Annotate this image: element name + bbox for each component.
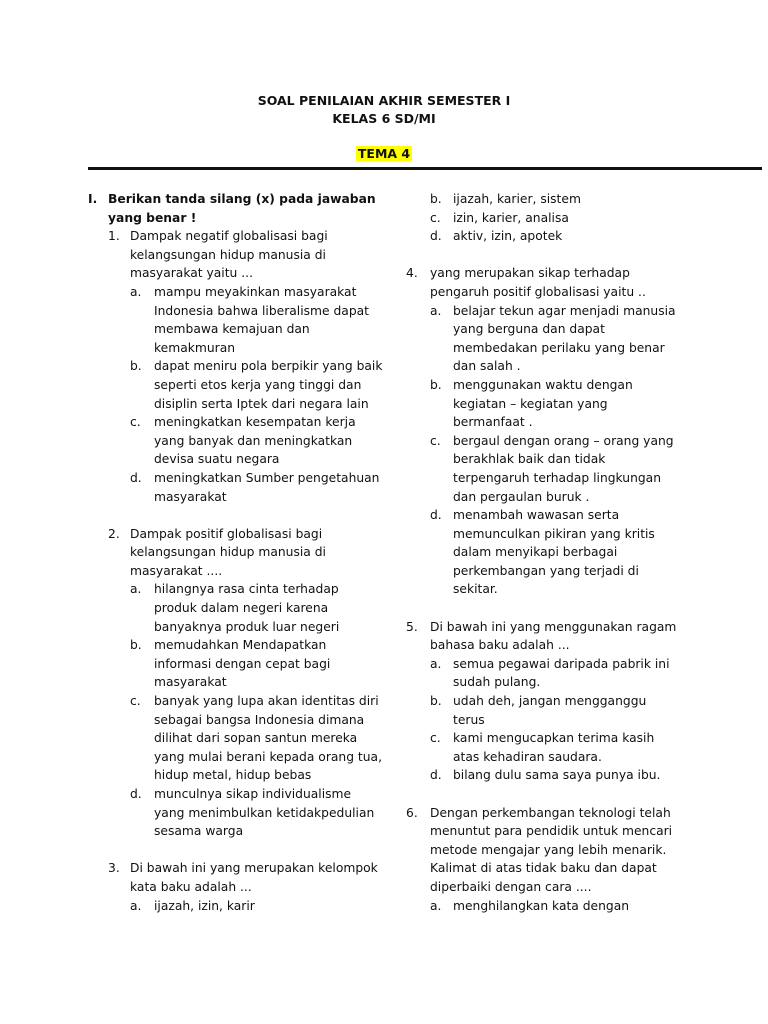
option-line: masyarakat <box>154 675 227 690</box>
option-letter: c. <box>430 731 441 746</box>
section-number: I. <box>88 192 98 206</box>
option-line: masyarakat <box>154 489 227 504</box>
option-line: udah deh, jangan mengganggu <box>453 694 647 709</box>
option-line: dapat meniru pola berpikir yang baik <box>154 359 383 374</box>
option-d[interactable] <box>406 227 706 246</box>
option-line: berakhlak baik dan tidak <box>453 452 606 467</box>
option-letter: c. <box>430 433 441 448</box>
option-letter: a. <box>430 303 442 318</box>
option-d[interactable] <box>406 766 706 785</box>
option-letter: b. <box>130 359 142 374</box>
theme-wrap <box>0 143 768 163</box>
option-line: memunculkan pikiran yang kritis <box>453 526 655 541</box>
option-line: menggunakan waktu dengan <box>453 377 633 392</box>
left-column <box>88 190 388 915</box>
option-line: hilangnya rasa cinta terhadap <box>154 582 339 597</box>
option-letter: d. <box>130 787 142 801</box>
spacer <box>88 841 388 860</box>
option-line: perkembangan yang terjadi di <box>453 563 639 578</box>
option-line: bergaul dengan orang – orang yang <box>453 433 674 448</box>
question-line: kelangsungan hidup manusia di <box>130 247 326 262</box>
option-letter: b. <box>430 694 442 709</box>
option-line: aktiv, izin, apotek <box>453 229 563 244</box>
option-letter: d. <box>430 768 442 783</box>
option-letter: a. <box>430 656 442 671</box>
option-line: yang berguna dan dapat <box>453 322 605 337</box>
option-line: meningkatkan kesempatan kerja <box>154 415 356 430</box>
option-line: dilihat dari sopan santun mereka <box>154 731 358 746</box>
option-letter: c. <box>130 694 141 709</box>
question-number: 1. <box>108 229 120 244</box>
theme-label: TEMA 4 <box>357 146 411 161</box>
option-letter: a. <box>130 284 142 299</box>
question-line: Dengan perkembangan teknologi telah <box>430 805 671 820</box>
option-line: kegiatan – kegiatan yang <box>453 396 608 411</box>
option-a[interactable] <box>406 897 706 916</box>
question-number: 5. <box>406 619 418 634</box>
option-line: mampu meyakinkan masyarakat <box>154 284 357 299</box>
question-line: kelangsungan hidup manusia di <box>130 545 326 560</box>
question-line: masyarakat .... <box>130 563 223 578</box>
option-letter: a. <box>130 898 142 913</box>
option-c[interactable] <box>406 729 706 766</box>
option-d[interactable] <box>406 506 706 599</box>
option-line: seperti etos kerja yang tinggi dan <box>154 377 362 392</box>
option-line: dalam menyikapi berbagai <box>453 545 618 560</box>
option-line: meningkatkan Sumber pengetahuan <box>154 470 380 485</box>
option-letter: c. <box>430 210 441 225</box>
option-line: yang mulai berani kepada orang tua, <box>154 749 382 764</box>
option-line: produk dalam negeri karena <box>154 601 329 616</box>
option-b[interactable] <box>88 357 388 413</box>
option-line: semua pegawai daripada pabrik ini <box>453 656 670 671</box>
question-6 <box>406 804 706 897</box>
question-number: 2. <box>108 526 120 541</box>
option-line: informasi dengan cepat bagi <box>154 656 331 671</box>
option-line: menghilangkan kata dengan <box>453 898 630 913</box>
exam-class: KELAS 6 SD/MI <box>332 111 436 126</box>
question-line: masyarakat yaitu ... <box>130 266 253 281</box>
option-line: yang banyak dan meningkatkan <box>154 433 353 448</box>
option-line: banyak yang lupa akan identitas diri <box>154 694 379 709</box>
option-b[interactable] <box>406 692 706 729</box>
option-line: munculnya sikap individualisme <box>154 787 352 801</box>
option-letter: a. <box>130 582 142 597</box>
question-number: 3. <box>108 861 120 876</box>
option-line: bilang dulu sama saya punya ibu. <box>453 768 661 783</box>
question-2 <box>88 525 388 581</box>
spacer <box>88 506 388 525</box>
option-line: kami mengucapkan terima kasih <box>453 731 655 746</box>
option-line: disiplin serta Iptek dari negara lain <box>154 396 369 411</box>
option-c[interactable] <box>88 413 388 469</box>
option-line: banyaknya produk luar negeri <box>154 619 340 634</box>
question-line: menuntut para pendidik untuk mencari <box>430 824 673 839</box>
question-1 <box>88 227 388 283</box>
option-line: terus <box>453 712 485 727</box>
exam-header <box>0 92 768 128</box>
option-line: izin, karier, analisa <box>453 210 569 225</box>
option-letter: d. <box>430 229 442 244</box>
option-line: dan pergaulan buruk . <box>453 489 590 504</box>
question-number: 4. <box>406 266 418 281</box>
option-a[interactable] <box>88 283 388 357</box>
option-line: ijazah, izin, karir <box>154 898 255 913</box>
option-line: membedakan perilaku yang benar <box>453 340 665 355</box>
option-c[interactable] <box>88 692 388 785</box>
question-4 <box>406 264 706 301</box>
option-line: atas kehadiran saudara. <box>453 749 602 764</box>
option-line: membawa kemajuan dan <box>154 322 310 337</box>
question-line: pengaruh positif globalisasi yaitu .. <box>430 284 646 299</box>
option-letter: d. <box>130 470 142 485</box>
option-d[interactable] <box>88 785 388 841</box>
question-line: kata baku adalah ... <box>130 879 252 894</box>
option-line: menambah wawasan serta <box>453 508 620 523</box>
option-line: bermanfaat . <box>453 415 533 430</box>
option-line: sudah pulang. <box>453 675 541 690</box>
option-line: dan salah . <box>453 359 521 374</box>
option-letter: d. <box>430 508 442 523</box>
question-3 <box>88 859 388 896</box>
option-c[interactable] <box>406 209 706 228</box>
question-line: Kalimat di atas tidak baku dan dapat <box>430 861 657 876</box>
question-line: Dampak negatif globalisasi bagi <box>130 229 328 244</box>
spacer <box>406 599 706 618</box>
option-line: memudahkan Mendapatkan <box>154 638 327 653</box>
option-line: kemakmuran <box>154 340 236 355</box>
option-a[interactable] <box>406 302 706 376</box>
option-c[interactable] <box>406 432 706 506</box>
header-divider <box>88 167 762 170</box>
option-line: hidup metal, hidup bebas <box>154 768 312 783</box>
option-letter: b. <box>430 192 442 206</box>
option-line: devisa suatu negara <box>154 452 280 467</box>
option-b[interactable] <box>406 376 706 432</box>
option-letter: a. <box>430 898 442 913</box>
question-line: Dampak positif globalisasi bagi <box>130 526 323 541</box>
option-line: Indonesia bahwa liberalisme dapat <box>154 303 370 318</box>
question-line: yang merupakan sikap terhadap <box>430 266 630 281</box>
option-line: sekitar. <box>453 582 498 597</box>
option-line: yang menimbulkan ketidakpedulian <box>154 805 375 820</box>
option-b[interactable] <box>88 636 388 692</box>
option-a[interactable] <box>88 580 388 636</box>
option-line: ijazah, karier, sistem <box>453 192 581 206</box>
question-line: bahasa baku adalah ... <box>430 638 570 653</box>
spacer <box>406 246 706 265</box>
question-number: 6. <box>406 805 418 820</box>
option-letter: b. <box>130 638 142 653</box>
option-d[interactable] <box>88 469 388 506</box>
option-line: sebagai bangsa Indonesia dimana <box>154 712 365 727</box>
option-a[interactable] <box>406 655 706 692</box>
option-line: terpengaruh terhadap lingkungan <box>453 470 662 485</box>
right-column <box>406 190 706 915</box>
section-line: yang benar ! <box>108 210 197 225</box>
question-line: metode mengajar yang lebih menarik. <box>430 842 667 857</box>
question-line: diperbaiki dengan cara .... <box>430 879 592 894</box>
option-b[interactable] <box>406 190 706 209</box>
exam-title: SOAL PENILAIAN AKHIR SEMESTER I <box>257 93 511 108</box>
option-letter: b. <box>430 377 442 392</box>
question-5 <box>406 618 706 655</box>
question-line: Di bawah ini yang menggunakan ragam <box>430 619 677 634</box>
option-a[interactable] <box>88 897 388 916</box>
option-line: sesama warga <box>154 824 244 839</box>
question-line: Di bawah ini yang merupakan kelompok <box>130 861 378 876</box>
section-instruction <box>88 190 388 227</box>
option-letter: c. <box>130 415 141 430</box>
section-line: Berikan tanda silang (x) pada jawaban <box>108 192 376 206</box>
spacer <box>406 785 706 804</box>
option-line: belajar tekun agar menjadi manusia <box>453 303 676 318</box>
